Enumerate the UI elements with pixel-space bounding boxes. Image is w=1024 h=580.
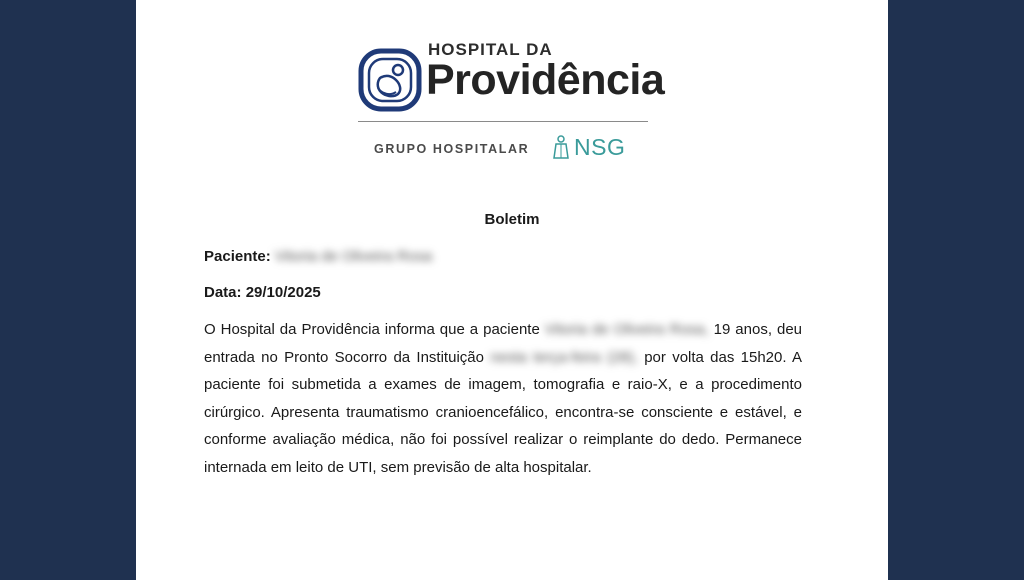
body-part-1: O Hospital da Providência informa que a paciente [204, 321, 540, 338]
body-part-5: por volta das 15h20. A paciente foi submetida a exames de imagem, tomografia e raio-X, e a procedimento cirúrgico. Apresenta traumatismo cranioencefálico, encontra-se consciente e estável, e conforme avaliação médica, não foi possível realizar o reimplante do dedo. Permanece internada em leito de UTI, sem previsão de alta hospitalar. [204, 348, 802, 476]
document-title: Boletim [484, 211, 540, 228]
document-page [136, 0, 888, 580]
hospital-emblem-icon [358, 48, 422, 112]
body-part-3: 19 anos, deu entrada no Pronto Socorro da Instituição [204, 321, 803, 366]
saint-figure-icon [552, 134, 570, 160]
bulletin-body [204, 316, 802, 481]
date-label: Data: [204, 284, 242, 301]
logo-top-text: HOSPITAL DA [428, 40, 553, 59]
patient-label: Paciente: [204, 248, 271, 265]
date-value: 29/10/2025 [245, 284, 321, 301]
body-redacted-name: Vitoria de Oliveira Rosa, [544, 321, 709, 338]
logo-divider [358, 121, 648, 122]
logo-main-text: Providência [426, 56, 665, 104]
group-brand-logo: NSG [574, 134, 626, 160]
patient-field [204, 248, 432, 265]
body-redacted-date: nesta terça-feira (28), [490, 348, 638, 366]
hospital-logo [358, 34, 665, 124]
group-label: GRUPO HOSPITALAR [374, 142, 530, 156]
date-field [204, 284, 321, 301]
patient-name: Vitoria de Oliveira Rosa [274, 248, 433, 265]
